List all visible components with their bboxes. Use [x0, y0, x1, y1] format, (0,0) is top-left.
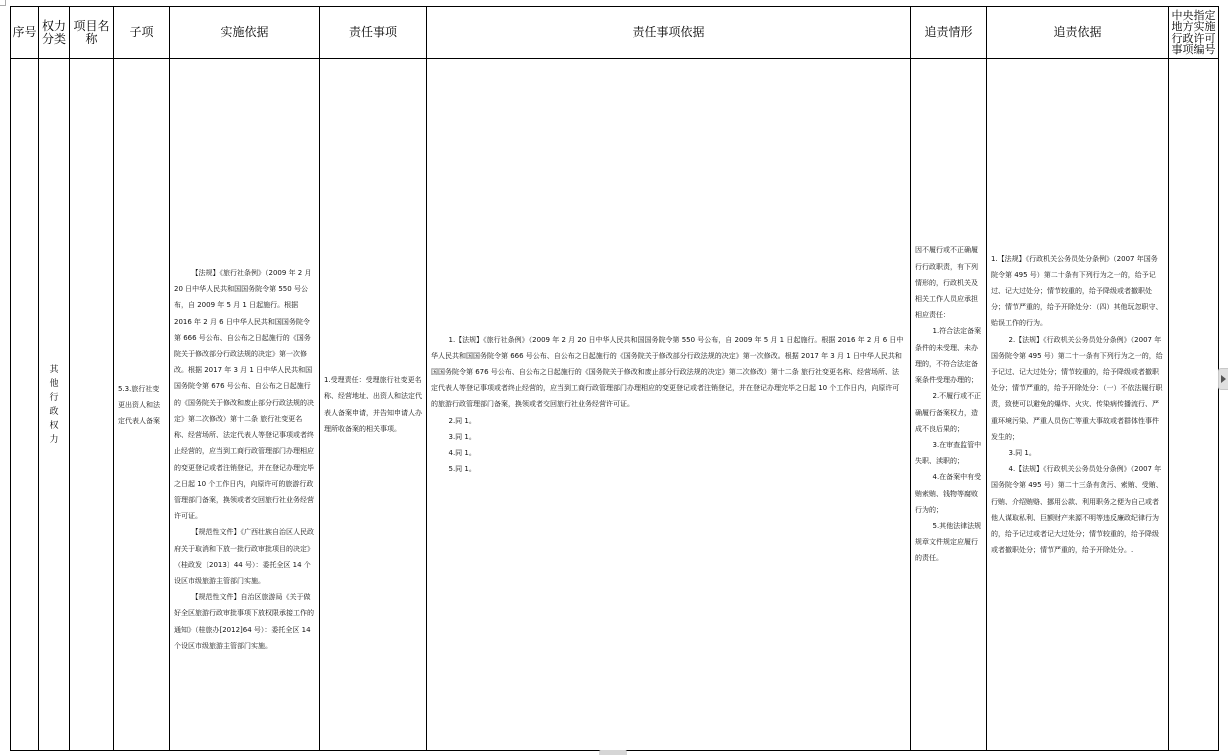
- cell-central-code: [1169, 59, 1219, 751]
- sub-item-text: 5.3.旅行社变更出资人和法定代表人备案: [118, 384, 160, 425]
- page-bottom-handle[interactable]: [599, 750, 627, 755]
- accountability-paragraph: 5.其他法律法规规章文件规定应履行的责任。: [915, 521, 982, 563]
- responsibility-text: 1.受理责任：受理旅行社变更名称、经营地址、出资人和法定代表人备案申请，并告知申请人办理所收备案的相关事项。: [324, 376, 422, 433]
- header-responsibility: 责任事项: [320, 7, 427, 59]
- accountability-paragraph: 4.在备案中有受贿索贿、钱物等腐败行为的；: [915, 473, 982, 514]
- header-accountability-basis: 追责依据: [987, 7, 1169, 59]
- power-list-table: [10, 6, 1219, 751]
- table-row: [11, 59, 1219, 751]
- accountability-basis-paragraph: 4.【法规】《行政机关公务员处分条例》（2007 年国务院令第 495 号）第二十三条有贪污、索贿、受贿、行贿、介绍贿赂、挪用公款、利用职务之便为自己或者他人谋取私利、巨额财产来源不明等违反廉政纪律行为的，给予记过或者记大过处分；情节较重的，给予降级或者撤职处分；情节严重的，给予开除处分。.: [991, 465, 1163, 555]
- header-central-code: 中央指定地方实施行政许可事项编号: [1169, 7, 1219, 59]
- expand-panel-handle[interactable]: [1218, 368, 1228, 390]
- cell-accountability-basis: [987, 59, 1169, 751]
- cell-sub-item: [114, 59, 170, 751]
- responsibility-basis-paragraph: 3.同 1。: [448, 432, 476, 441]
- header-responsibility-basis: 责任事项依据: [427, 7, 911, 59]
- header-seq: 序号: [11, 7, 39, 59]
- power-category-text: 其他行政权力: [49, 364, 59, 445]
- accountability-paragraph: 3.在审查监管中失职、渎职的；: [915, 440, 982, 466]
- header-power-category: 权力分类: [39, 7, 70, 59]
- header-basis: 实施依据: [170, 7, 320, 59]
- responsibility-basis-paragraph: 5.同 1。: [448, 465, 476, 474]
- basis-paragraph: 【法规】《旅行社条例》（2009 年 2 月 20 日中华人民共和国国务院令第 550 号公布，自 2009 年 5 月 1 日起施行。根据 2016 年 2 月 6 日中华人民共和国国务院令第 666 号公布、自公布之日起施行的《国务院关于修改部分行政法规的决定》第一次修改。根据 2017 年 3 月 1 日中华人民共和国国务院令第 676 号公布、自公布之日起施行的《国务院关于修改和废止部分行政法规的决定》第二次修改）第十二条 旅行社变更名称、经营场所、法定代表人等登记事项或者终止经营的，应当到工商行政管理部门办理相应的变更登记或者注销登记，并在登记办理完毕之日起 10 个工作日内，向原许可的旅游行政管理部门备案，换领或者交回旅行社业务经营许可证。: [174, 269, 314, 521]
- cell-seq: [11, 59, 39, 751]
- cell-basis: [170, 59, 320, 751]
- cell-responsibility-basis: [427, 59, 911, 751]
- table-header-row: [11, 7, 1219, 59]
- header-accountability: 追责情形: [911, 7, 987, 59]
- responsibility-basis-paragraph: 2.同 1。: [448, 416, 476, 425]
- page-corner-marker: [0, 0, 6, 6]
- accountability-paragraph: 因不履行或不正确履行行政职责，有下列情形的，行政机关及相关工作人员应承担相应责任：: [915, 246, 978, 320]
- cell-item-name: [70, 59, 114, 751]
- basis-paragraph: 【规范性文件】《广西壮族自治区人民政府关于取消和下放一批行政审批项目的决定》（桂政发〔2013〕44 号）：委托全区 14 个设区市级旅游主管部门实施。: [174, 528, 314, 585]
- cell-power-category: [39, 59, 70, 751]
- cell-accountability: [911, 59, 987, 751]
- responsibility-basis-paragraph: 1.【法规】《旅行社条例》（2009 年 2 月 20 日中华人民共和国国务院令第 550 号公布，自 2009 年 5 月 1 日起施行。根据 2016 年 2 月 6 日中华人民共和国国务院令第 666 号公布、自公布之日起施行的《国务院关于修改部分行政法规的决定》第一次修改。根据 2017 年 3 月 1 日中华人民共和国国务院令第 676 号公布、自公布之日起施行的《国务院关于修改和废止部分行政法规的决定》第二次修改）第十二条 旅行社变更名称、经营场所、法定代表人等登记事项或者终止经营的，应当到工商行政管理部门办理相应的变更登记或者注销登记，并在登记办理完毕之日起 10 个工作日内，向原许可的旅游行政管理部门备案，换领或者交回旅行社业务经营许可证。: [431, 335, 904, 409]
- accountability-basis-paragraph: 3.同 1。: [1008, 449, 1036, 457]
- header-sub-item: 子项: [114, 7, 170, 59]
- cell-responsibility: [320, 59, 427, 751]
- responsibility-basis-paragraph: 4.同 1。: [448, 449, 476, 457]
- accountability-basis-paragraph: 1.【法规】《行政机关公务员处分条例》（2007 年国务院令第 495 号）第二十条有下列行为之一的，给予记过、记大过处分；情节较重的，给予降级或者撤职处分；情节严重的，给予开除处分：（四）其他玩忽职守、贻误工作的行为。: [991, 254, 1163, 328]
- accountability-paragraph: 2.不履行或不正确履行备案权力，造成不良后果的；: [915, 392, 982, 433]
- accountability-basis-paragraph: 2.【法规】《行政机关公务员处分条例》（2007 年国务院令第 495 号）第二十一条有下列行为之一的，给予记过、记大过处分；情节较重的，给予降级或者撤职处分；情节严重的，给予开除处分：（一）不依法履行职责，致使可以避免的爆炸、火灾、传染病传播流行、严重环境污染、严重人员伤亡等重大事故或者群体性事件发生的；: [991, 335, 1163, 441]
- accountability-paragraph: 1.符合法定备案条件的未受理、未办理的，不符合法定备案条件受理办理的；: [915, 327, 982, 385]
- basis-paragraph: 【规范性文件】自治区旅游局《关于做好全区旅游行政审批事项下放权限承接工作的通知》（桂旅办[2012]64 号）：委托全区 14 个设区市级旅游主管部门实施。: [174, 593, 314, 650]
- header-item-name: 项目名称: [70, 7, 114, 59]
